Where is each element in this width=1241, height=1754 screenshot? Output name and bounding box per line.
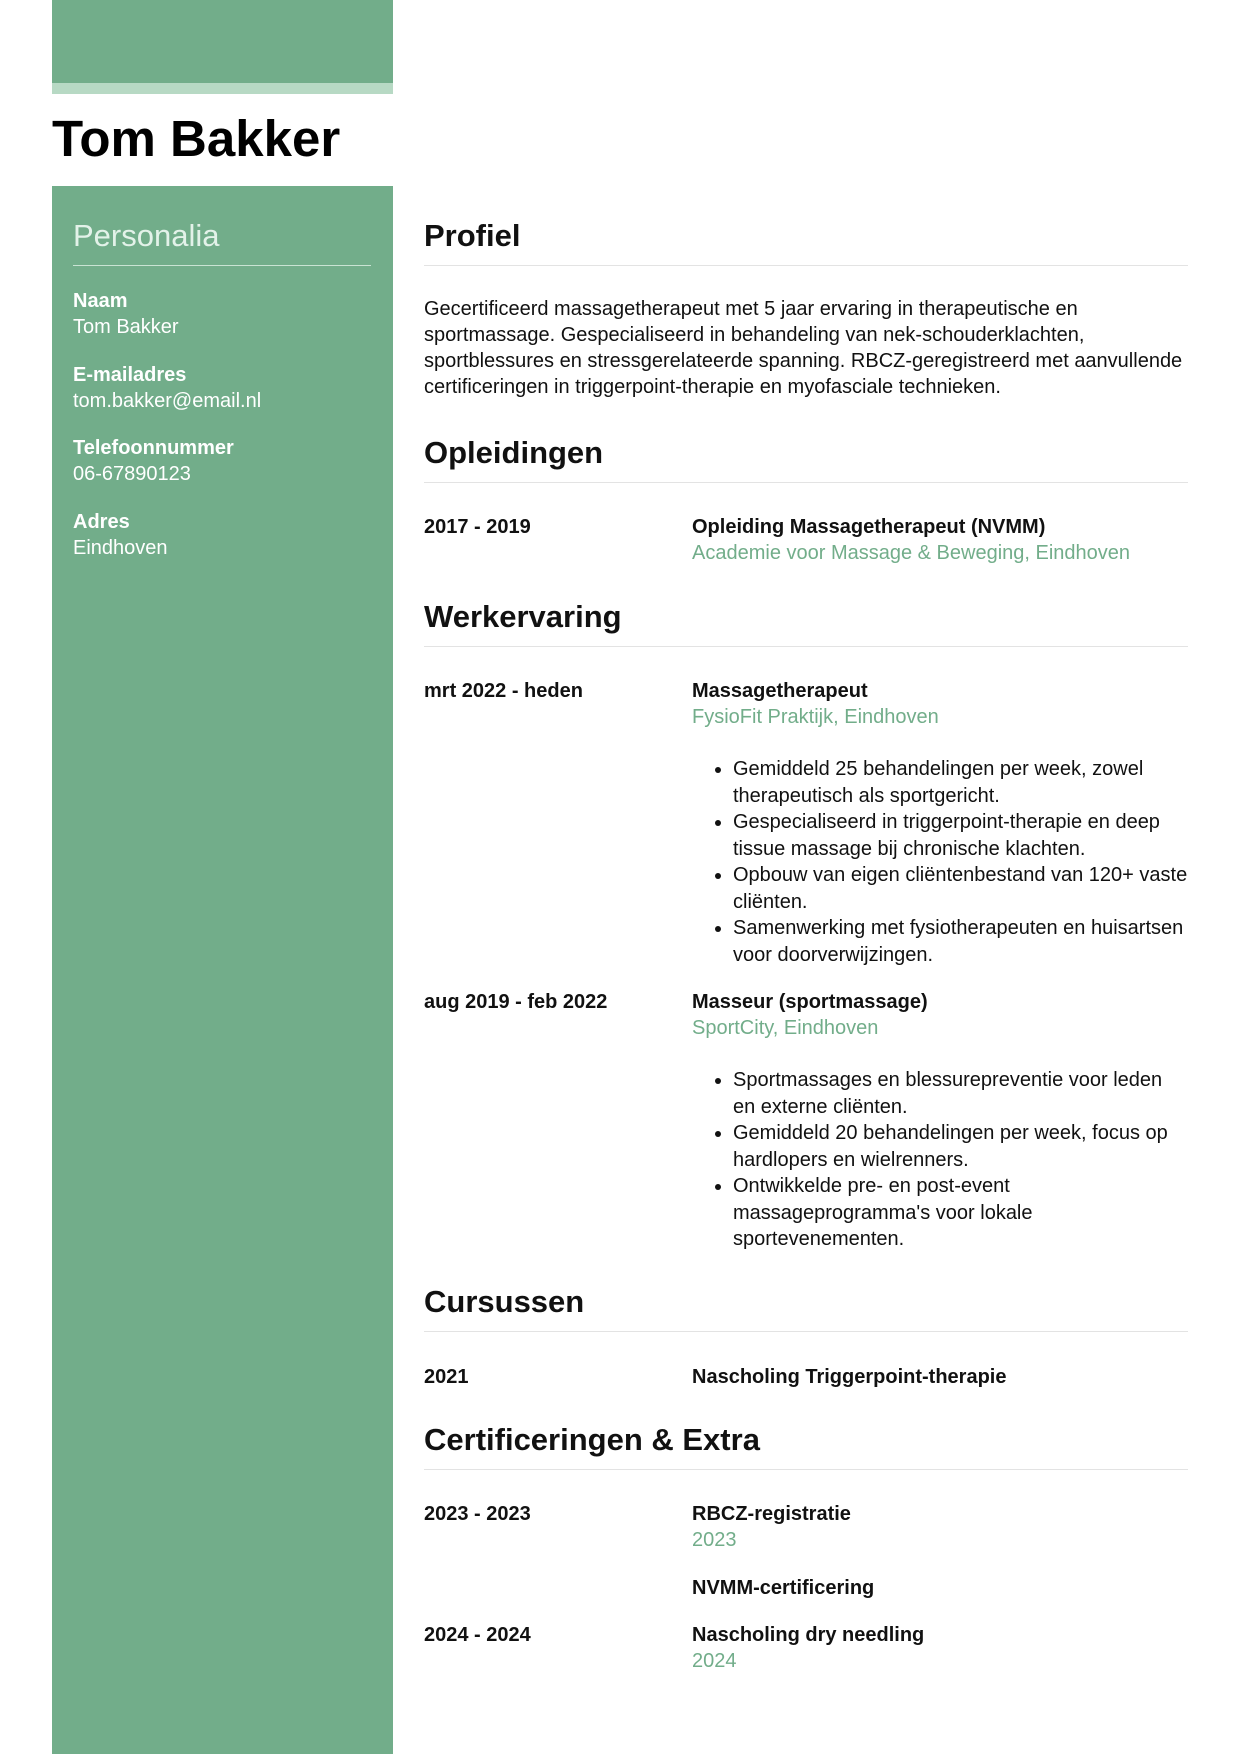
section-divider <box>424 482 1188 483</box>
list-item: • Gespecialiseerd in triggerpoint-therapie en deep tissue massage bij chronische klachten. <box>733 809 1188 862</box>
personalia-value: tom.bakker@email.nl <box>73 390 262 412</box>
education-title: Opleiding Massagetherapeut (NVMM) <box>692 516 1046 538</box>
experience-employer: SportCity, Eindhoven <box>692 1017 879 1039</box>
personalia-label: Naam <box>73 290 128 312</box>
personalia-phone-field <box>73 435 373 487</box>
personalia-value: Tom Bakker <box>73 316 179 338</box>
certification-title: NVMM-certificering <box>692 1577 875 1599</box>
sidebar-personalia <box>52 186 393 1754</box>
certification-year: 2023 <box>692 1529 737 1551</box>
sidebar-header-block <box>52 0 393 83</box>
education-date: 2017 - 2019 <box>424 516 531 538</box>
list-item: • Gemiddeld 25 behandelingen per week, zowel therapeutisch als sportgericht. <box>733 756 1188 809</box>
experience-entry <box>692 989 1188 1253</box>
education-institution: Academie voor Massage & Beweging, Eindhoven <box>692 542 1131 564</box>
certification-date: 2023 - 2023 <box>424 1503 531 1525</box>
list-item: • Opbouw van eigen cliëntenbestand van 120+ vaste cliënten. <box>733 862 1188 915</box>
list-item: • Ontwikkelde pre- en post-event massageprogramma's voor lokale sportevenementen. <box>733 1173 1188 1253</box>
certification-entry <box>692 1501 1188 1553</box>
certification-title: RBCZ-registratie <box>692 1503 851 1525</box>
personalia-label: E-mailadres <box>73 364 187 386</box>
profile-text: Gecertificeerd massagetherapeut met 5 jaar ervaring in therapeutische en sportmassage. Gespecialiseerd in behandeling van nek-schouderklachten, sportblessures en stressgerelateerde spanning. RBCZ-geregistreerd met aanvullende certificeringen in triggerpoint-therapie en myofasciale technieken. <box>424 298 1183 398</box>
list-item: • Sportmassages en blessurepreventie voor leden en externe cliënten. <box>733 1067 1188 1120</box>
section-title-experience: Werkervaring <box>424 599 622 634</box>
certification-date: 2024 - 2024 <box>424 1624 531 1646</box>
section-title-certifications: Certificeringen & Extra <box>424 1422 760 1457</box>
personalia-value: Eindhoven <box>73 537 168 559</box>
experience-employer: FysioFit Praktijk, Eindhoven <box>692 706 939 728</box>
experience-title: Masseur (sportmassage) <box>692 991 928 1013</box>
section-divider <box>424 1469 1188 1470</box>
course-entry <box>692 1364 1188 1390</box>
section-divider <box>424 265 1188 266</box>
section-divider <box>424 646 1188 647</box>
course-title: Nascholing Triggerpoint-therapie <box>692 1366 1007 1388</box>
course-date: 2021 <box>424 1366 469 1388</box>
certification-entry <box>692 1575 1188 1601</box>
personalia-label: Adres <box>73 511 130 533</box>
certification-title: Nascholing dry needling <box>692 1624 925 1646</box>
personalia-email-field <box>73 362 373 414</box>
experience-date: aug 2019 - feb 2022 <box>424 991 608 1013</box>
education-entry <box>692 514 1188 566</box>
experience-title: Massagetherapeut <box>692 680 868 702</box>
experience-date: mrt 2022 - heden <box>424 680 583 702</box>
personalia-label: Telefoonnummer <box>73 437 234 459</box>
experience-entry <box>692 678 1188 968</box>
section-title-courses: Cursussen <box>424 1284 585 1319</box>
sidebar-divider <box>73 265 371 266</box>
personalia-name-field <box>73 288 373 340</box>
list-item: • Gemiddeld 20 behandelingen per week, focus op hardlopers en wielrenners. <box>733 1120 1188 1173</box>
experience-bullets <box>692 756 1188 968</box>
personalia-address-field <box>73 509 373 561</box>
list-item: • Samenwerking met fysiotherapeuten en huisartsen voor doorverwijzingen. <box>733 915 1188 968</box>
personalia-value: 06-67890123 <box>73 463 191 485</box>
sidebar-title: Personalia <box>73 218 220 253</box>
experience-bullets <box>692 1067 1188 1253</box>
certification-year: 2024 <box>692 1650 737 1672</box>
resume-name: Tom Bakker <box>52 110 341 167</box>
section-divider <box>424 1331 1188 1332</box>
certification-entry <box>692 1622 1188 1674</box>
section-title-education: Opleidingen <box>424 435 604 470</box>
section-title-profile: Profiel <box>424 218 521 253</box>
sidebar-header-stripe <box>52 83 393 94</box>
